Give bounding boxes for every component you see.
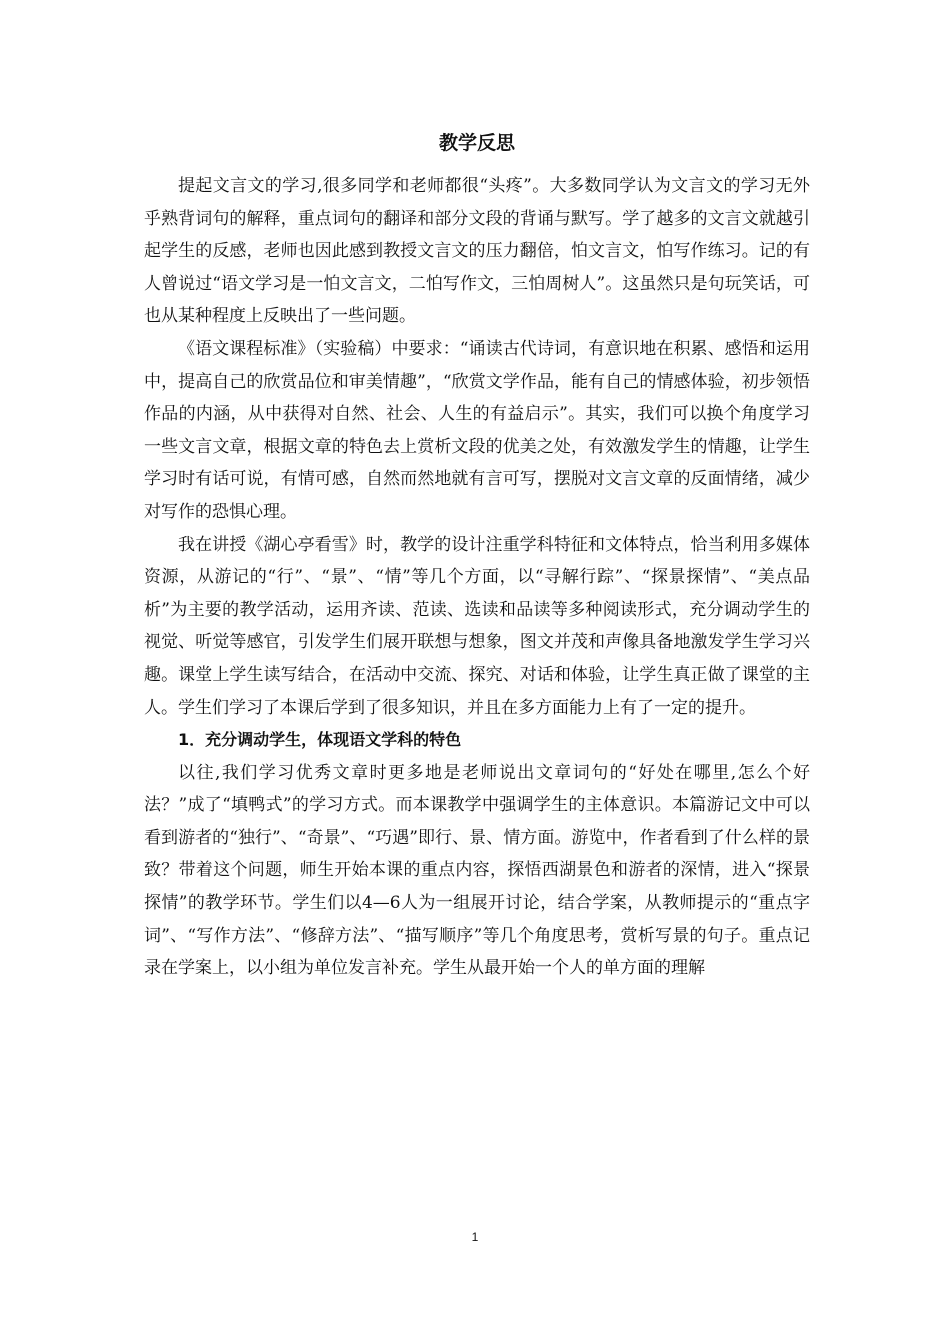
document-title: 教学反思 <box>438 132 515 154</box>
page-number: 1 <box>471 1230 479 1244</box>
paragraph-section-body: 以往,我们学习优秀文章时更多地是老师说出文章词句的“好处在哪里,怎么个好法？”成了“填鸭式”的学习方式。而本课教学中强调学生的主体意识。本篇游记文中可以看到游者的“独行”、“奇景”、“巧遇”即行、景、情方面。游览中，作者看到了什么样的景致？带着这个问题，师生开始本课的重点内容，探悟西湖景色和游者的深情，进入“探景探情”的教学环节。学生们以4—6人为一组展开讨论，结合学案，从教师提示的“重点字词”、“写作方法”、“修辞方法”、“描写顺序”等几个角度思考，赏析写景的句子。重点记录在学案上，以小组为单位发言补充。学生从最开始一个人的单方面的理解 <box>144 762 810 979</box>
paragraph-lesson-design: 我在讲授《湖心亭看雪》时，教学的设计注重学科特征和文体特点，恰当利用多媒体资源，从游记的“行”、“景”、“情”等几个方面，以“寻解行踪”、“探景探情”、“美点品析”为主要的教学活动，运用齐读、范读、选读和品读等多种阅读形式，充分调动学生的视觉、听觉等感官，引发学生们展开联想与想象，图文并茂和声像具备地激发学生学习兴趣。课堂上学生读写结合，在活动中交流、探究、对话和体验，让学生真正做了课堂的主人。学生们学习了本课后学到了很多知识，并且在多方面能力上有了一定的提升。 <box>144 534 810 718</box>
document-page <box>144 120 810 985</box>
section-heading: 1．充分调动学生，体现语文学科的特色 <box>178 730 462 750</box>
paragraph-intro: 提起文言文的学习,很多同学和老师都很“头疼”。大多数同学认为文言文的学习无外乎熟背词句的解释，重点词句的翻译和部分文段的背诵与默写。学了越多的文言文就越引起学生的反感，老师也因此感到教授文言文的压力翻倍，怕文言文，怕写作练习。记的有人曾说过“语文学习是一怕文言文，二怕写作文，三怕周树人”。这虽然只是句玩笑话，可也从某种程度上反映出了一些问题。 <box>144 176 810 327</box>
paragraph-curriculum-standard: 《语文课程标准》（实验稿）中要求：“诵读古代诗词，有意识地在积累、感悟和运用中，提高自己的欣赏品位和审美情趣”，“欣赏文学作品，能有自己的情感体验，初步领悟作品的内涵，从中获得对自然、社会、人生的有益启示”。其实，我们可以换个角度学习一些文言文章，根据文章的特色去上赏析文段的优美之处，有效激发学生的情趣，让学生学习时有话可说，有情可感，自然而然地就有言可写，摆脱对文言文章的反面情绪，减少对写作的恐惧心理。 <box>144 338 810 522</box>
